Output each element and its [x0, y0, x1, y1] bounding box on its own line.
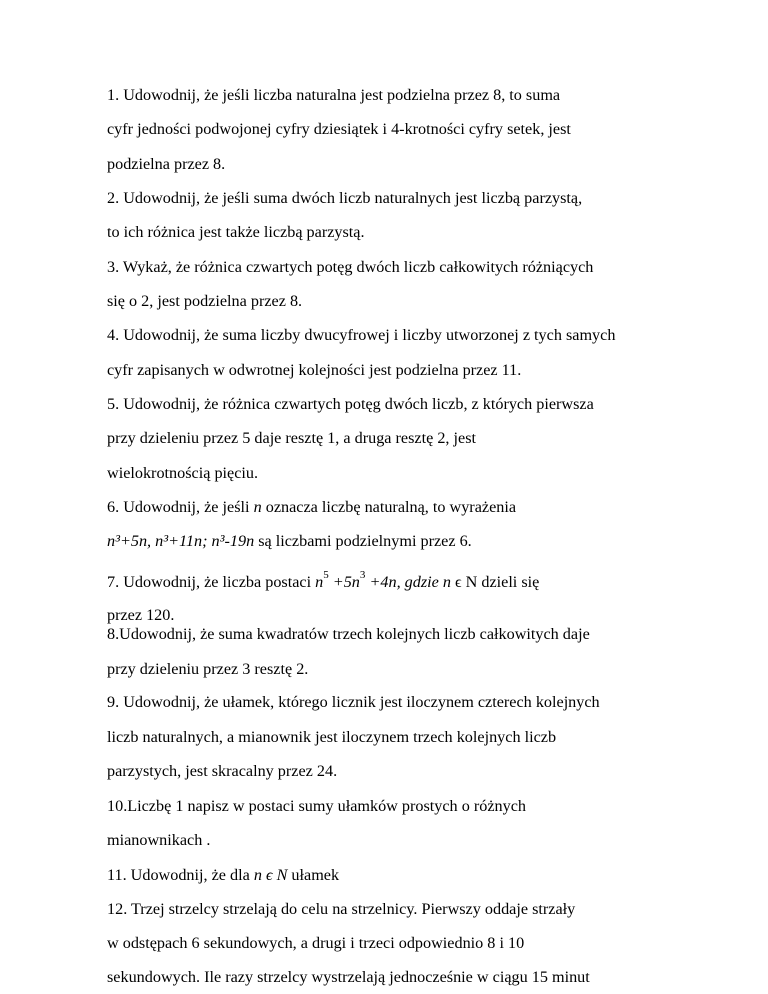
problem-12-line-2: w odstępach 6 sekundowych, a drugi i trzeci odpowiednio 8 i 10	[107, 934, 525, 952]
problem-10-line-1: 10.Liczbę 1 napisz w postaci sumy ułamków prostych o różnych	[107, 797, 526, 815]
problem-12-line-3: sekundowych. Ile razy strzelcy wystrzelają jednocześnie w ciągu 15 minut	[107, 968, 590, 986]
problem-6-line-1	[107, 498, 516, 517]
problem-7-text-a: 7. Udowodnij, że liczba postaci	[107, 573, 316, 591]
problem-7-exponent-3: 3	[359, 569, 366, 581]
problem-2-line-2: to ich różnica jest także liczbą parzystą.	[107, 223, 365, 241]
problem-8-line-1: 8.Udowodnij, że suma kwadratów trzech kolejnych liczb całkowitych daje	[107, 625, 590, 643]
problem-1-line-2: cyfr jedności podwojonej cyfry dziesiątek i 4-krotności cyfry setek, jest	[107, 120, 571, 138]
problem-7-line-2: przez 120.	[107, 606, 175, 624]
problem-7-term-5n: +5n	[328, 573, 360, 591]
problem-4-line-2: cyfr zapisanych w odwrotnej kolejności jest podzielna przez 11.	[107, 361, 522, 379]
problem-2-line-1: 2. Udowodnij, że jeśli suma dwóch liczb naturalnych jest liczbą parzystą,	[107, 189, 583, 207]
problem-7-text-b: ϵ N dzieli się	[455, 573, 540, 591]
problem-6-line-2	[107, 532, 472, 551]
problem-7-term-4n: +4n, gdzie n	[365, 573, 456, 591]
problem-6-expressions: n³+5n, n³+11n; n³-19n	[107, 532, 255, 550]
problem-5-line-1: 5. Udowodnij, że różnica czwartych potęg dwóch liczb, z których pierwsza	[107, 395, 594, 413]
problem-7-var-n: n	[315, 573, 324, 591]
problem-9-line-3: parzystych, jest skracalny przez 24.	[107, 762, 338, 780]
problem-4-line-1: 4. Udowodnij, że suma liczby dwucyfrowej i liczby utworzonej z tych samych	[107, 326, 616, 344]
problem-1-line-3: podzielna przez 8.	[107, 155, 226, 173]
problem-6-var-n: n	[253, 498, 262, 516]
problem-12-line-1: 12. Trzej strzelcy strzelają do celu na strzelnicy. Pierwszy oddaje strzały	[107, 900, 576, 918]
problem-11-var-n: n ϵ N	[253, 866, 288, 884]
problem-6-text-b: oznacza liczbę naturalną, to wyrażenia	[261, 498, 517, 516]
problem-7-line-1	[107, 569, 540, 592]
problem-9-line-2: liczb naturalnych, a mianownik jest iloczynem trzech kolejnych liczb	[107, 728, 557, 746]
problem-9-line-1: 9. Udowodnij, że ułamek, którego licznik jest iloczynem czterech kolejnych	[107, 693, 600, 711]
problem-6-text-a: 6. Udowodnij, że jeśli	[107, 498, 254, 516]
problem-3-line-1: 3. Wykaż, że różnica czwartych potęg dwóch liczb całkowitych różniących	[107, 258, 594, 276]
problem-11-text-b: ułamek	[287, 866, 340, 884]
problem-6-text-c: są liczbami podzielnymi przez 6.	[254, 532, 472, 550]
problem-3-line-2: się o 2, jest podzielna przez 8.	[107, 292, 303, 310]
problem-11-line-1	[107, 866, 339, 885]
problem-11-text-a: 11. Udowodnij, że dla	[107, 866, 254, 884]
problem-7-exponent-5: 5	[323, 569, 329, 581]
problem-8-line-2: przy dzieleniu przez 3 resztę 2.	[107, 660, 309, 678]
problem-5-line-2: przy dzieleniu przez 5 daje resztę 1, a druga resztę 2, jest	[107, 429, 476, 447]
problem-10-line-2: mianownikach .	[107, 831, 211, 849]
problem-5-line-3: wielokrotnością pięciu.	[107, 464, 259, 482]
problem-1-line-1: 1. Udowodnij, że jeśli liczba naturalna jest podzielna przez 8, to suma	[107, 86, 561, 104]
